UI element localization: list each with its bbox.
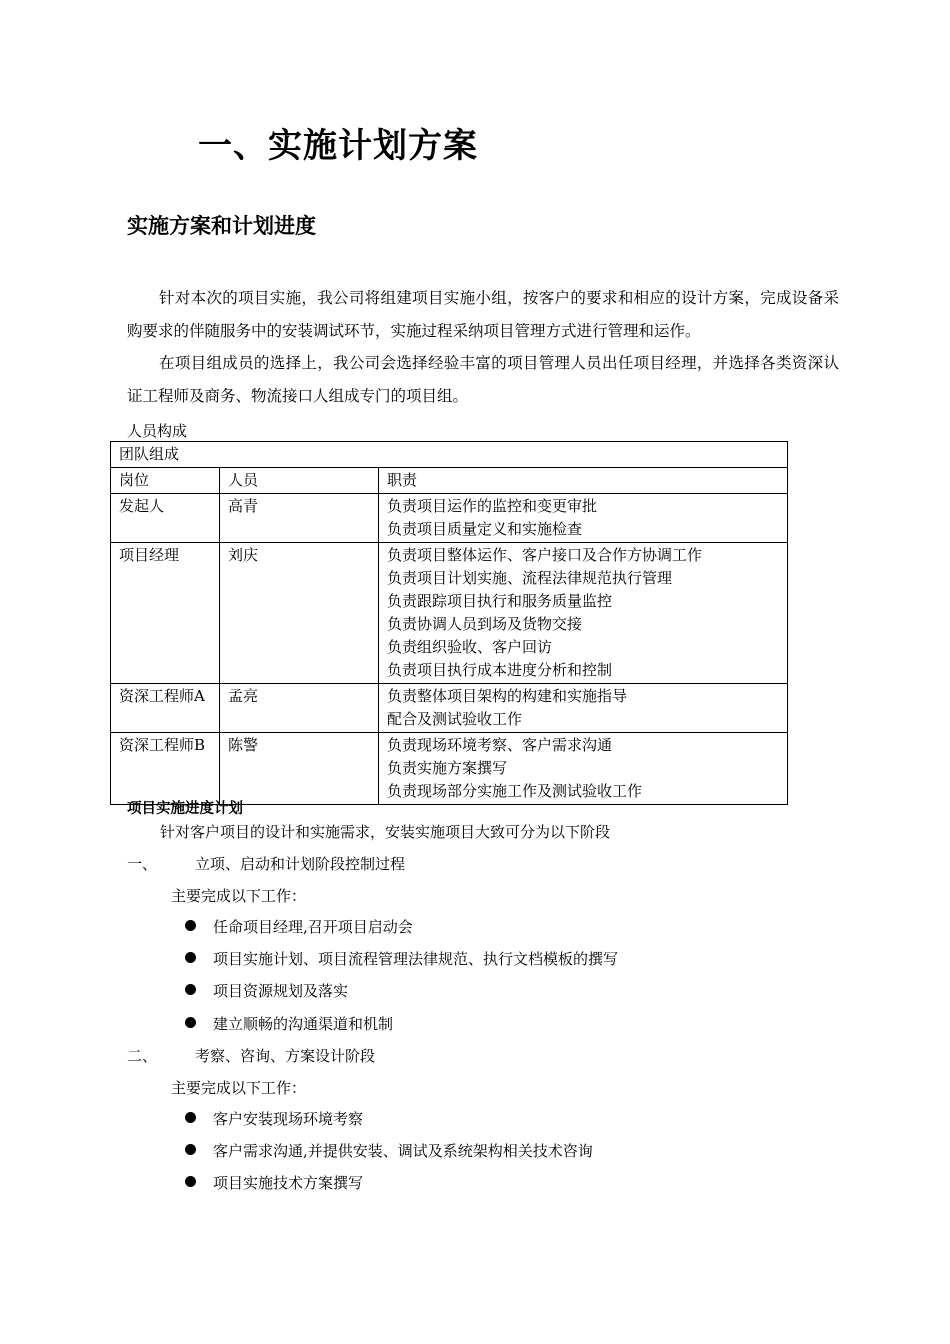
team-table xyxy=(110,441,788,805)
duty-line: 负责项目运作的监控和变更审批 xyxy=(387,497,598,515)
list-item-text: 项目实施技术方案撰写 xyxy=(213,1174,364,1192)
duties-cell xyxy=(379,494,788,543)
role-cell: 发起人 xyxy=(111,494,220,543)
phase-name: 立项、启动和计划阶段控制过程 xyxy=(195,855,406,873)
person-cell: 高青 xyxy=(220,494,379,543)
duty-line: 配合及测试验收工作 xyxy=(387,710,523,728)
list-item-text: 任命项目经理,召开项目启动会 xyxy=(213,918,413,936)
list-item xyxy=(185,980,348,1001)
bullet-icon xyxy=(185,984,196,995)
role-cell: 资深工程师A xyxy=(111,684,220,733)
role-cell: 项目经理 xyxy=(111,543,220,684)
phase-lead: 主要完成以下工作： xyxy=(171,1079,307,1097)
header-person: 人员 xyxy=(220,468,379,494)
section-heading: 实施方案和计划进度 xyxy=(127,214,316,238)
person-cell: 孟亮 xyxy=(220,684,379,733)
schedule-intro: 针对客户项目的设计和实施需求，安装实施项目大致可分为以下阶段 xyxy=(160,823,611,841)
table-caption: 团队组成 xyxy=(111,442,788,468)
table-row xyxy=(111,494,788,543)
duty-line: 负责协调人员到场及货物交接 xyxy=(387,615,583,633)
personnel-label: 人员构成 xyxy=(127,422,188,440)
list-item-text: 建立顺畅的沟通渠道和机制 xyxy=(213,1015,394,1033)
list-item-text: 项目实施计划、项目流程管理法律规范、执行文档模板的撰写 xyxy=(213,950,619,968)
bullet-icon xyxy=(185,1144,196,1155)
header-role: 岗位 xyxy=(111,468,220,494)
header-duties: 职责 xyxy=(379,468,788,494)
bullet-icon xyxy=(185,920,196,931)
list-item xyxy=(185,1013,393,1034)
list-item xyxy=(185,948,618,969)
phase-number: 一、 xyxy=(127,855,158,873)
duty-line: 负责项目计划实施、流程法律规范执行管理 xyxy=(387,569,673,587)
duty-line: 负责现场部分实施工作及测试验收工作 xyxy=(387,782,643,800)
duty-line: 负责项目执行成本进度分析和控制 xyxy=(387,661,613,679)
phase-number: 二、 xyxy=(127,1047,158,1065)
person-cell: 陈警 xyxy=(220,733,379,805)
list-item xyxy=(185,916,413,937)
bullet-icon xyxy=(185,1112,196,1123)
intro-paragraph-2: 在项目组成员的选择上，我公司会选择经验丰富的项目管理人员出任项目经理，并选择各类资深认证工程师及商务、物流接口人组成专门的项目组。 xyxy=(127,354,839,405)
person-cell: 刘庆 xyxy=(220,543,379,684)
list-item xyxy=(185,1140,593,1161)
schedule-title: 项目实施进度计划 xyxy=(127,801,243,817)
bullet-icon xyxy=(185,1176,196,1187)
duty-line: 负责实施方案撰写 xyxy=(387,759,508,777)
duties-cell xyxy=(379,543,788,684)
duty-line: 负责项目质量定义和实施检查 xyxy=(387,520,583,538)
duties-cell xyxy=(379,733,788,805)
duty-line: 负责现场环境考察、客户需求沟通 xyxy=(387,736,613,754)
list-item-text: 客户需求沟通,并提供安装、调试及系统架构相关技术咨询 xyxy=(213,1142,593,1160)
list-item xyxy=(185,1108,363,1129)
phase-name: 考察、咨询、方案设计阶段 xyxy=(195,1047,376,1065)
role-cell: 资深工程师B xyxy=(111,733,220,805)
phase-lead: 主要完成以下工作： xyxy=(171,887,307,905)
duties-cell xyxy=(379,684,788,733)
table-header-row xyxy=(111,468,788,494)
bullet-icon xyxy=(185,1017,196,1028)
page-title: 一、实施计划方案 xyxy=(198,126,478,166)
list-item-text: 项目资源规划及落实 xyxy=(213,982,349,1000)
bullet-icon xyxy=(185,952,196,963)
list-item xyxy=(185,1172,363,1193)
duty-line: 负责跟踪项目执行和服务质量监控 xyxy=(387,592,613,610)
table-row xyxy=(111,543,788,684)
duty-line: 负责组织验收、客户回访 xyxy=(387,638,553,656)
duty-line: 负责整体项目架构的构建和实施指导 xyxy=(387,687,628,705)
list-item-text: 客户安装现场环境考察 xyxy=(213,1110,364,1128)
intro-paragraph-1: 针对本次的项目实施，我公司将组建项目实施小组，按客户的要求和相应的设计方案，完成设备采购要求的伴随服务中的安装调试环节，实施过程采纳项目管理方式进行管理和运作。 xyxy=(127,289,839,340)
duty-line: 负责项目整体运作、客户接口及合作方协调工作 xyxy=(387,546,703,564)
table-row xyxy=(111,684,788,733)
table-row xyxy=(111,733,788,805)
